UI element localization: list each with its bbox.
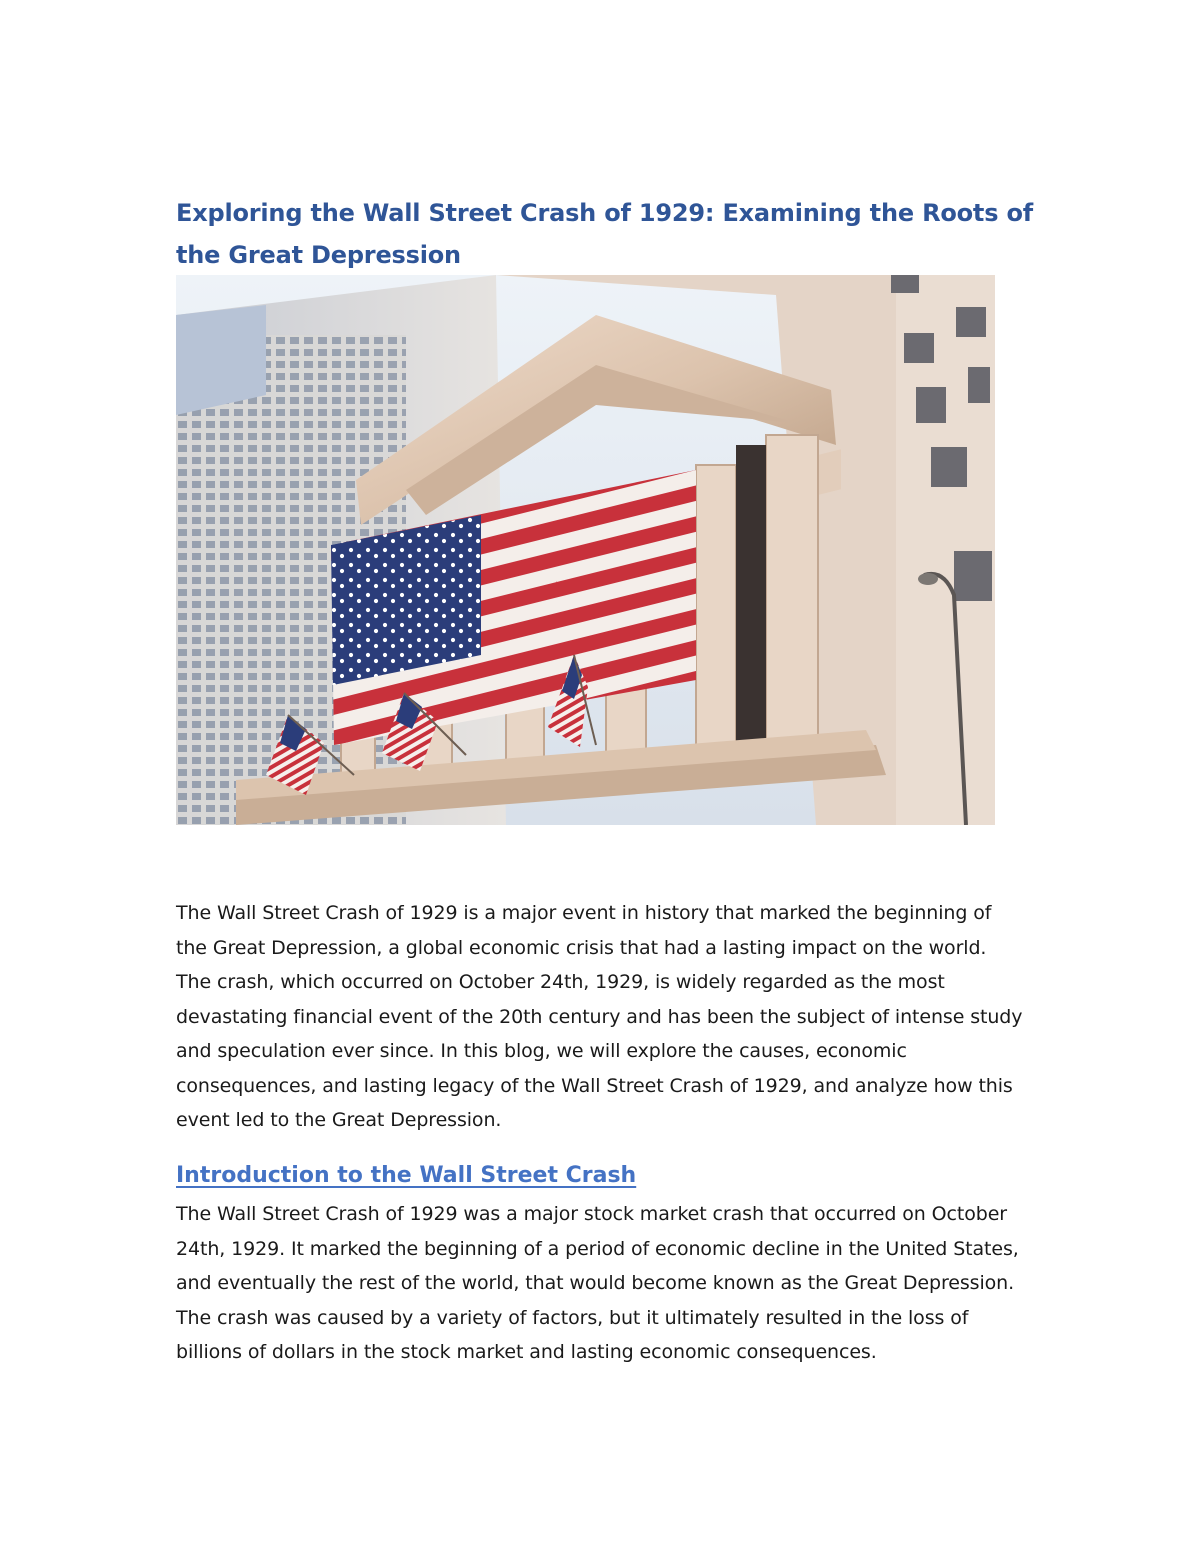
- nyse-building-photo: [176, 275, 995, 825]
- section-heading-link[interactable]: Introduction to the Wall Street Crash: [176, 1163, 637, 1188]
- intro-paragraph: The Wall Street Crash of 1929 is a major event in history that marked the beginning of the Great Depression, a global economic crisis that had a lasting impact on the world. The crash, which occurred on October 24th, 1929, is widely regarded as the most devastating financial event of the 20th century and has been the subject of intense study and speculation ever since. In this blog, we will explore the causes, economic consequences, and lasting legacy of the Wall Street Crash of 1929, and analyze how this event led to the Great Depression.: [176, 902, 1023, 1131]
- section-paragraph: The Wall Street Crash of 1929 was a major stock market crash that occurred on October 24th, 1929. It marked the beginning of a period of economic decline in the United States, and eventually the rest of the world, that would become known as the Great Depression. The crash was caused by a variety of factors, but it ultimately resulted in the loss of billions of dollars in the stock market and lasting economic consequences.: [176, 1203, 1019, 1363]
- document-title: Exploring the Wall Street Crash of 1929: Examining the Roots of the Great Depression: [176, 199, 1033, 269]
